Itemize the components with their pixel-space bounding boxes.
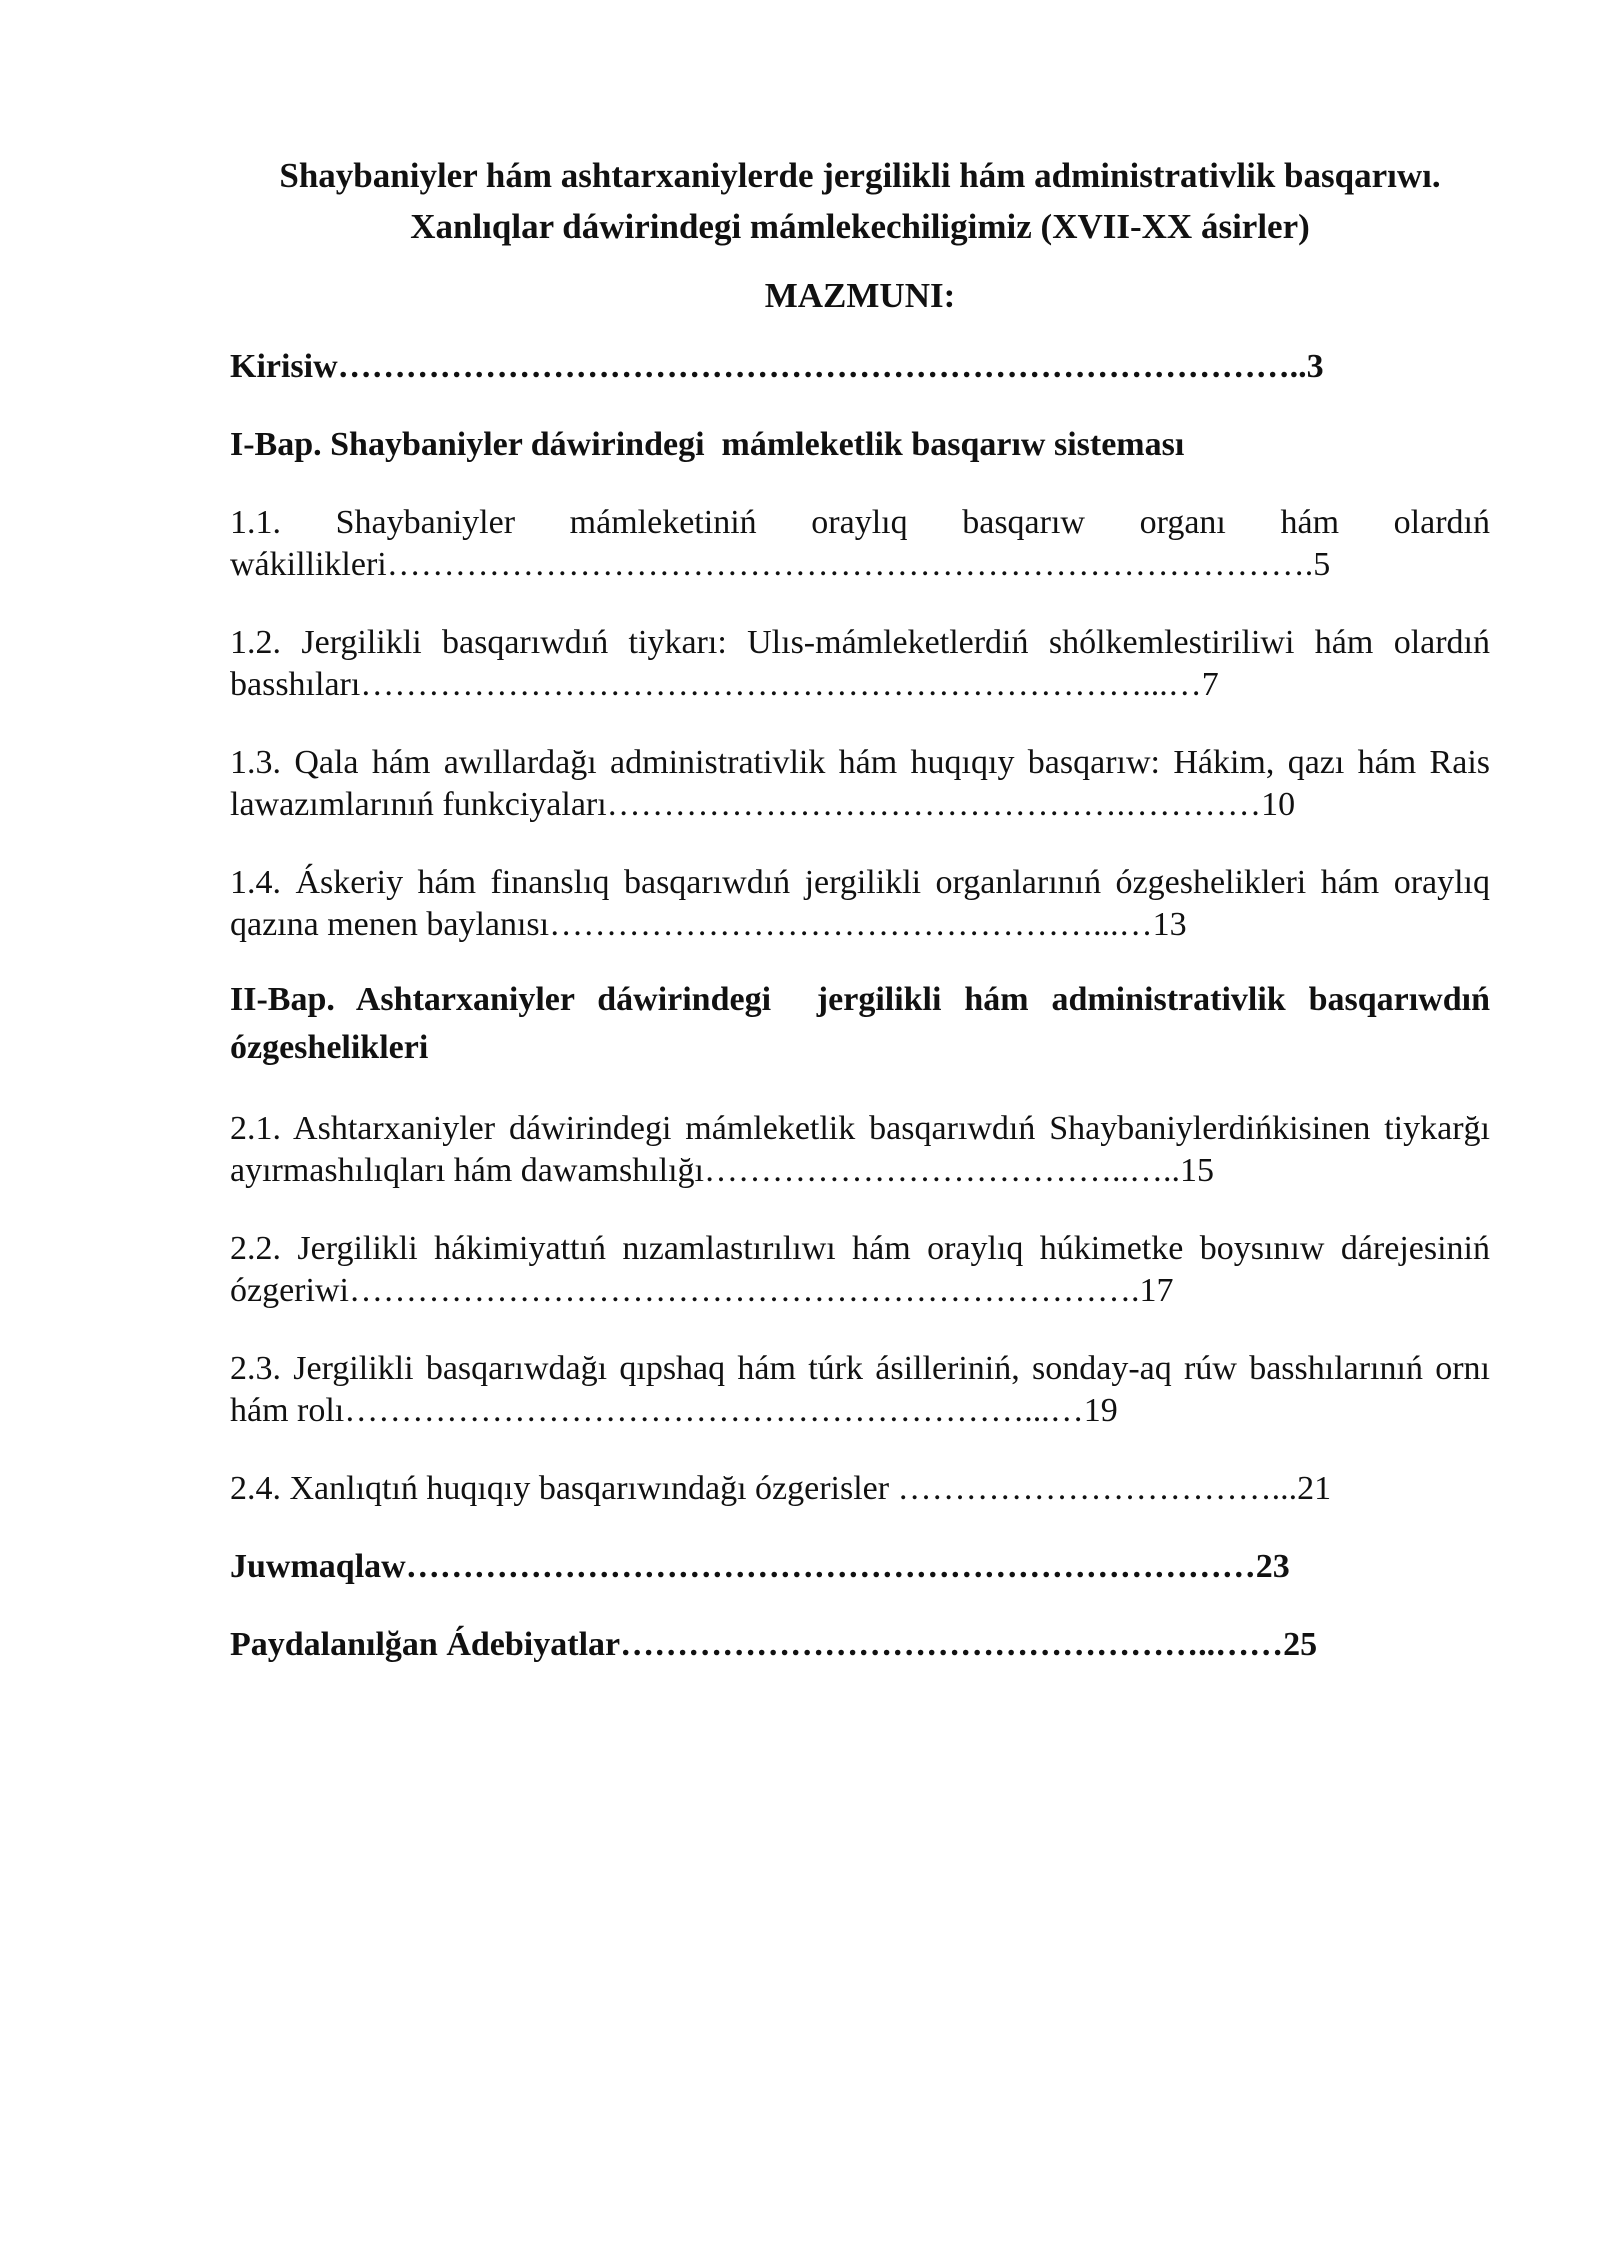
contents-heading: MAZMUNI: xyxy=(764,276,956,315)
document-title-line-1: Shaybaniyler hám ashtarxaniylerde jergilikli hám administrativlik basqarıwı. xyxy=(279,156,1441,195)
toc-entry-section-1-2: 1.2. Jergilikli basqarıwdıń tiykarı: Ulıs-mámleketlerdiń shólkemlestiriliwi hám olardıń basshıları……………………………………………………………...…7 xyxy=(230,624,1499,703)
table-of-contents xyxy=(230,346,1499,1666)
toc-entry-section-2-1: 2.1. Ashtarxaniyler dáwirindegi mámleketlik basqarıwdıń Shaybaniylerdińkisinen tiykarğı ayırmashılıqları hám dawamshılığı………………………………..…..15 xyxy=(230,1110,1499,1189)
toc-entry-references: Paydalanılğan Ádebiyatlar……………………………………………..……25 xyxy=(230,1626,1318,1663)
document-title xyxy=(230,150,1490,252)
toc-entry-section-1-3: 1.3. Qala hám awıllardağı administrativlik hám huqıqıy basqarıw: Hákim, qazı hám Rais lawazımlarınıń funkciyaları……………………………………….…………10 xyxy=(230,744,1499,823)
toc-entry-section-2-3: 2.3. Jergilikli basqarıwdağı qıpshaq hám túrk ásilleriniń, sonday-aq rúw basshılarınıń ornı hám rolı……………………………………………………...…19 xyxy=(230,1350,1499,1429)
toc-entry-introduction: Kirisiw…………………………………………………………………………..3 xyxy=(230,348,1324,385)
toc-entry-section-2-4: 2.4. Xanlıqtıń huqıqıy basqarıwındağı ózgerisler ……………………………...21 xyxy=(230,1470,1332,1507)
document-content xyxy=(230,150,1499,1666)
toc-entry-section-1-1: 1.1. Shaybaniyler mámleketiniń oraylıq basqarıw organı hám olardıń wákillikleri……………………………………………………………………….5 xyxy=(230,504,1499,583)
toc-entry-conclusion: Juwmaqlaw…………………………………………………………………23 xyxy=(230,1548,1290,1585)
toc-chapter-2-heading: II-Bap. Ashtarxaniyler dáwirindegi jergilikli hám administrativlik basqarıwdıń ózgeshelikleri xyxy=(230,981,1499,1066)
toc-entry-section-1-4: 1.4. Áskeriy hám finanslıq basqarıwdıń jergilikli organlarınıń ózgeshelikleri hám oraylıq qazına menen baylanısı…………………………………………...…13 xyxy=(230,864,1499,943)
toc-entry-section-2-2: 2.2. Jergilikli hákimiyattıń nızamlastırılıwı hám oraylıq húkimetke boysınıw dárejesiniń ózgeriwi…………………………………………………………….17 xyxy=(230,1230,1499,1309)
toc-chapter-1-heading: I-Bap. Shaybaniyler dáwirindegi mámleketlik basqarıw sisteması xyxy=(230,426,1185,463)
document-title-line-2: Xanlıqlar dáwirindegi mámlekechiligimiz (XVII-XX ásirler) xyxy=(410,207,1310,246)
